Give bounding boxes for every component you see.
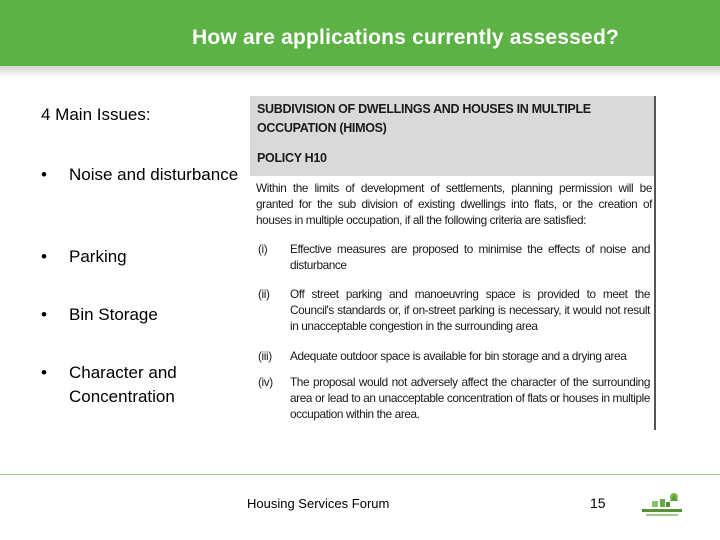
criterion-number: (i): [258, 242, 268, 256]
bullet-icon: •: [41, 165, 47, 184]
policy-reference: POLICY H10: [257, 151, 327, 165]
criterion-text: Adequate outdoor space is available for bin storage and a drying area: [290, 349, 627, 363]
policy-heading-line1: SUBDIVISION OF DWELLINGS AND HOUSES IN MULTIPLE: [257, 102, 591, 116]
issues-column: [41, 105, 241, 406]
criterion-text: Effective measures are proposed to minimise the effects of noise and disturbance: [290, 242, 650, 272]
milton-keynes-logo-icon: [640, 491, 684, 519]
footer-divider: [0, 474, 720, 475]
bullet-icon: •: [41, 305, 47, 324]
bullet-icon: •: [41, 247, 47, 266]
title-bar-shadow: [0, 66, 720, 76]
footer-label: Housing Services Forum: [247, 496, 390, 511]
issues-heading: 4 Main Issues:: [41, 105, 151, 124]
bullet-text: Noise and disturbance: [69, 165, 239, 184]
page-number: 15: [590, 495, 606, 511]
bullet-text: Bin Storage: [69, 305, 158, 324]
criterion-text: Off street parking and manoeuvring space is provided to meet the Council's standards or, if on-street parking is necessary, it would not result in unacceptable congestion in the surrounding area: [290, 287, 650, 333]
bullet-text: Character and Concentration: [69, 363, 177, 406]
policy-heading-line2: OCCUPATION (HIMOS): [257, 121, 387, 135]
policy-header: [250, 96, 654, 176]
slide-title: How are applications currently assessed?: [192, 26, 619, 49]
bullet-icon: •: [41, 363, 47, 382]
criterion-text: The proposal would not adversely affect the character of the surrounding area or lead to an unacceptable concentration of flats or houses in multiple occupation within the area.: [290, 375, 650, 421]
criterion-number: (iv): [258, 375, 273, 389]
policy-intro: Within the limits of development of settlements, planning permission will be granted for the sub division of existing dwellings into flats, or the creation of houses in multiple occupation, if all the following criteria are satisfied:: [256, 181, 652, 227]
bullet-text: Parking: [69, 247, 127, 266]
criterion-number: (ii): [258, 287, 270, 301]
title-bar: [0, 0, 720, 66]
policy-excerpt: [250, 96, 656, 430]
criterion-number: (iii): [258, 349, 272, 363]
